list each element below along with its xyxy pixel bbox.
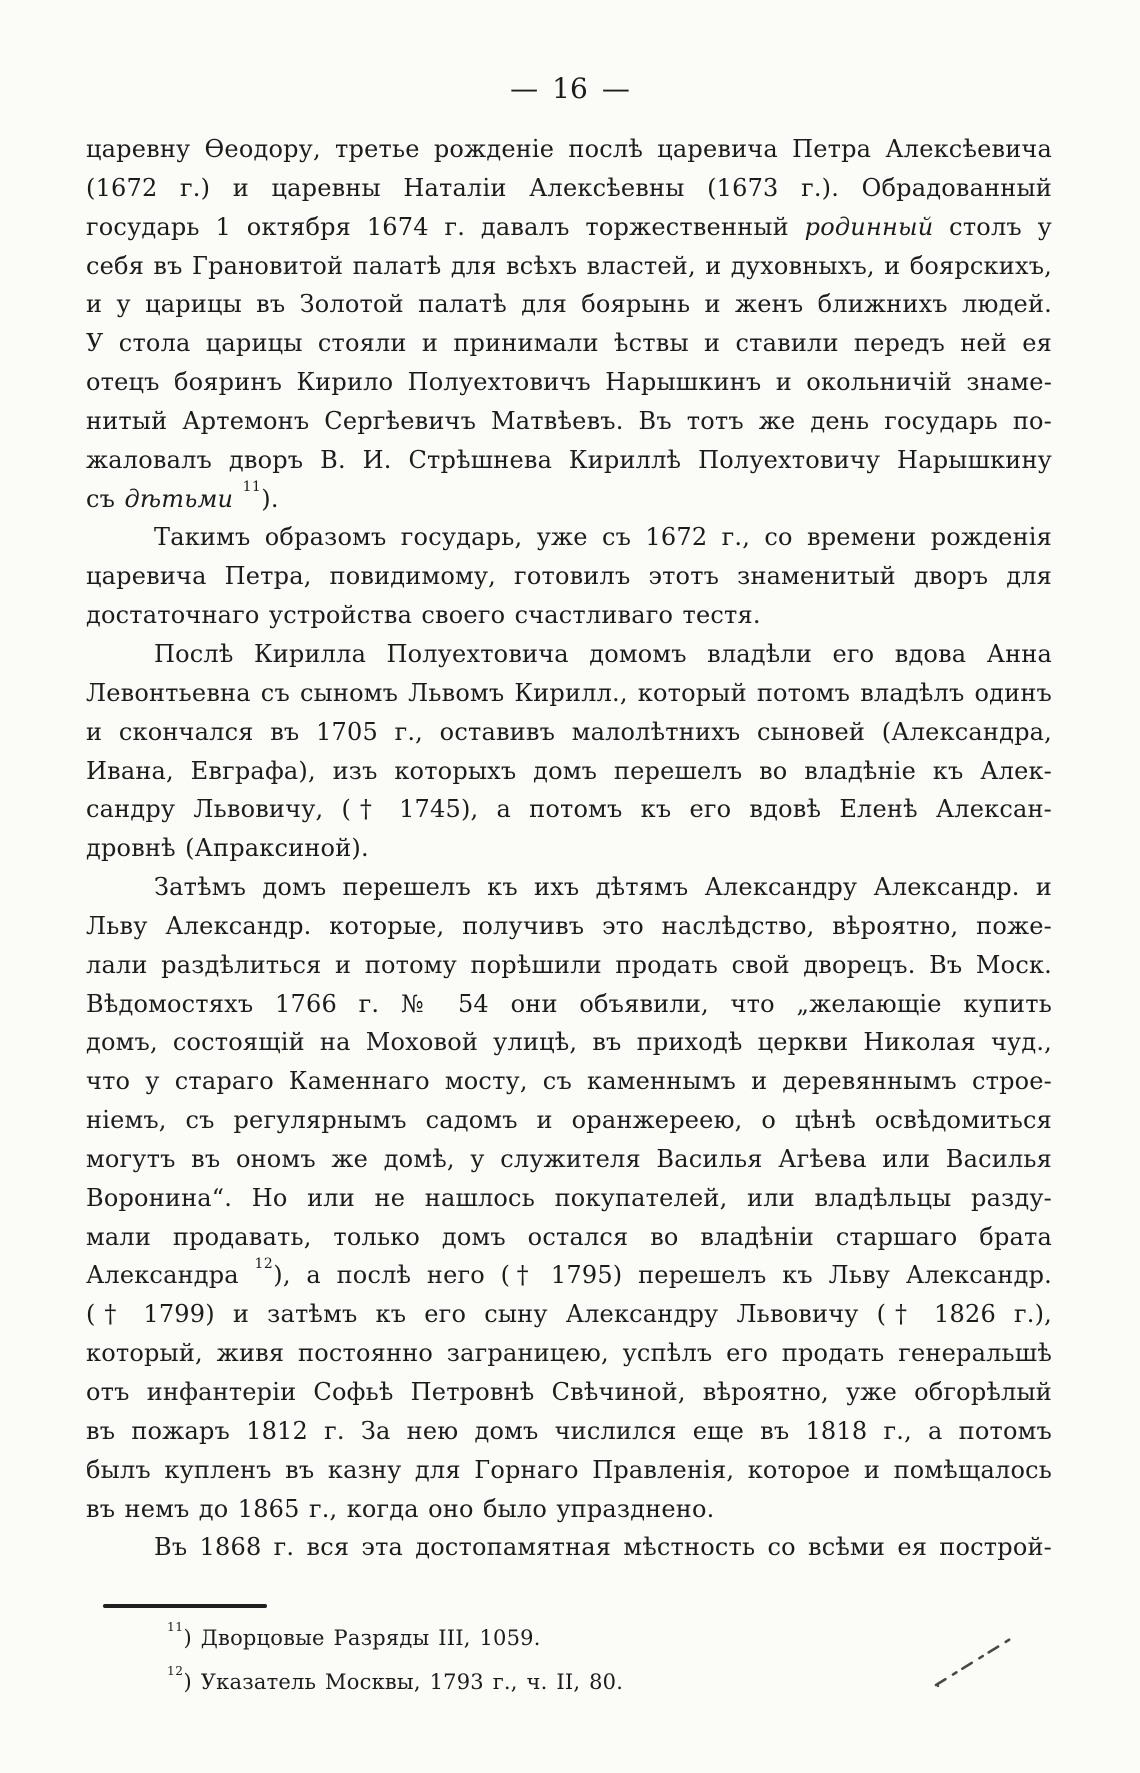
text-line bbox=[86, 907, 1052, 946]
text-segment: и у царицы въ Золотой палатѣ для боярынь и женъ ближнихъ людей. bbox=[86, 290, 1052, 319]
text-line bbox=[86, 790, 1052, 829]
text-line bbox=[86, 1179, 1052, 1218]
text-segment: домъ, состоящій на Моховой улицѣ, въ приходѣ церкви Николая чуд., bbox=[86, 1028, 1052, 1057]
text-segment: мали продавать, только домъ остался во владѣніи старшаго брата bbox=[86, 1222, 1052, 1251]
text-line bbox=[86, 1256, 1052, 1295]
text-line bbox=[86, 557, 1052, 596]
text-line bbox=[86, 130, 1052, 169]
text-segment: († 1799) и затѣмъ къ его сыну Александру Львовичу († 1826 г.), bbox=[86, 1300, 1052, 1329]
text-segment: Левонтьевна съ сыномъ Львомъ Кирилл., который потомъ владѣлъ одинъ bbox=[86, 678, 1052, 707]
footnote-marker: 11 bbox=[167, 1619, 184, 1634]
text-segment: ), а послѣ него († 1795) перешелъ къ Льву Александр. bbox=[273, 1261, 1052, 1290]
text-line bbox=[86, 480, 1052, 519]
text-segment: и скончался въ 1705 г., оставивъ малолѣтнихъ сыновей (Александра, bbox=[86, 717, 1052, 746]
footnote-marker: 12 bbox=[167, 1663, 184, 1678]
text-line bbox=[86, 518, 1052, 557]
text-segment bbox=[233, 485, 242, 513]
text-line bbox=[86, 752, 1052, 791]
italic-text: дѣтьми bbox=[124, 484, 234, 513]
text-segment: Вѣдомостяхъ 1766 г. № 54 они объявили, что „желающіе купить bbox=[86, 989, 1052, 1018]
text-segment: жаловалъ дворъ В. И. Стрѣшнева Кириллѣ Полуехтовичу Нарышкину bbox=[86, 445, 1052, 474]
text-line bbox=[86, 208, 1052, 247]
footnote: $^{12}$) Указатель Москвы, 1793 г., ч. II, 80. bbox=[167, 1663, 624, 1694]
text-segment: лали раздѣлиться и потому порѣшили продать свой дворецъ. Въ Моск. bbox=[86, 950, 1052, 979]
header-dash-right: — bbox=[601, 72, 630, 105]
text-segment: государь 1 октября 1674 г. давалъ торжественный bbox=[86, 212, 805, 241]
text-line bbox=[86, 441, 1052, 480]
text-line bbox=[86, 596, 1052, 635]
text-segment: сандру Львовичу, († 1745), а потомъ къ его вдовѣ Еленѣ Алексан- bbox=[86, 795, 1052, 824]
text-line bbox=[86, 868, 1052, 907]
text-line bbox=[86, 1528, 1052, 1567]
text-line bbox=[86, 324, 1052, 363]
text-segment: въ пожаръ 1812 г. За нею домъ числился еще въ 1818 г., а потомъ bbox=[86, 1416, 1052, 1445]
footnotes bbox=[167, 1619, 624, 1711]
text-segment: отецъ бояринъ Кирило Полуехтовичъ Нарышкинъ и окольничій знаме- bbox=[86, 368, 1052, 397]
text-line bbox=[86, 1295, 1052, 1334]
italic-text: родинный bbox=[804, 212, 934, 241]
text-segment: ). bbox=[261, 484, 279, 513]
text-segment: Такимъ образомъ государь, уже съ 1672 г., со времени рожденія bbox=[154, 523, 1052, 552]
text-line bbox=[86, 829, 1052, 868]
text-line bbox=[86, 1334, 1052, 1373]
text-segment: нитый Артемонъ Сергѣевичъ Матвѣевъ. Въ тотъ же день государь по- bbox=[86, 406, 1052, 435]
text-segment: У стола царицы стояли и принимали ѣствы и ставили передъ ней ея bbox=[86, 329, 1052, 358]
text-segment: Воронина“. Но или не нашлось покупателей, или владѣльцы разду- bbox=[86, 1183, 1052, 1212]
text-segment: царевича Петра, повидимому, готовилъ этотъ знаменитый дворъ для bbox=[86, 562, 1052, 591]
text-segment: былъ купленъ въ казну для Горнаго Правленія, которое и помѣщалось bbox=[86, 1455, 1052, 1484]
text-line bbox=[86, 713, 1052, 752]
text-segment: Александра bbox=[86, 1261, 255, 1290]
text-line bbox=[86, 946, 1052, 985]
text-segment: который, живя постоянно заграницею, успѣлъ его продать генеральшѣ bbox=[86, 1339, 1052, 1368]
text-segment: Въ 1868 г. вся эта достопамятная мѣстность со всѣми ея построй- bbox=[154, 1533, 1052, 1562]
text-segment: столъ у bbox=[933, 212, 1052, 241]
footnote: $^{11}$) Дворцовые Разряды III, 1059. bbox=[167, 1619, 541, 1650]
text-line bbox=[86, 285, 1052, 324]
text-segment: себя въ Грановитой палатѣ для всѣхъ властей, и духовныхъ, и боярскихъ, bbox=[86, 251, 1052, 280]
text-segment: Ивана, Евграфа), изъ которыхъ домъ перешелъ во владѣніе къ Алек- bbox=[86, 756, 1052, 785]
text-line bbox=[86, 1101, 1052, 1140]
text-line bbox=[86, 674, 1052, 713]
text-segment: достаточнаго устройства своего счастливаго тестя. bbox=[86, 601, 761, 630]
text-segment: что у стараго Каменнаго мосту, съ каменнымъ и деревяннымъ строе- bbox=[86, 1067, 1052, 1096]
body-text bbox=[86, 130, 1052, 1567]
text-line bbox=[86, 1062, 1052, 1101]
text-segment: Послѣ Кирилла Полуехтовича домомъ владѣли его вдова Анна bbox=[154, 639, 1052, 668]
footnote-marker: 12 bbox=[254, 1256, 274, 1272]
page-number: 16 bbox=[552, 72, 588, 105]
text-line bbox=[86, 169, 1052, 208]
text-segment: дровнѣ (Апраксиной). bbox=[86, 834, 369, 863]
text-line bbox=[86, 1218, 1052, 1257]
text-line bbox=[86, 1490, 1052, 1529]
text-segment: Затѣмъ домъ перешелъ къ ихъ дѣтямъ Александру Александр. и bbox=[154, 873, 1052, 902]
text-segment: съ bbox=[86, 484, 125, 513]
text-segment: царевну Ѳеодору, третье рожденіе послѣ царевича Петра Алексѣевича bbox=[86, 135, 1052, 163]
text-line bbox=[86, 1373, 1052, 1412]
text-line bbox=[86, 1023, 1052, 1062]
text-line bbox=[86, 1412, 1052, 1451]
footnote-marker: 11 bbox=[242, 479, 262, 495]
text-line bbox=[86, 1140, 1052, 1179]
ink-scratch-svg bbox=[928, 1630, 1020, 1692]
header-dash-left: — bbox=[510, 72, 539, 105]
text-line bbox=[86, 1451, 1052, 1490]
text-line bbox=[86, 363, 1052, 402]
text-segment: (1672 г.) и царевны Наталіи Алексѣевны (1673 г.). Обрадованный bbox=[86, 173, 1052, 202]
text-line bbox=[86, 635, 1052, 674]
text-line bbox=[86, 247, 1052, 286]
text-segment: отъ инфантеріи Софьѣ Петровнѣ Свѣчиной, вѣроятно, уже обгорѣлый bbox=[86, 1378, 1052, 1406]
text-line bbox=[86, 402, 1052, 441]
text-segment: Льву Александр. которые, получивъ это наслѣдство, вѣроятно, поже- bbox=[86, 911, 1052, 940]
text-segment: ніемъ, съ регулярнымъ садомъ и оранжереею, о цѣнѣ освѣдомиться bbox=[86, 1106, 1052, 1135]
text-segment: могутъ въ ономъ же домѣ, у служителя Василья Агѣева или Василья bbox=[86, 1144, 1052, 1173]
footnote-rule bbox=[103, 1604, 267, 1608]
text-segment: въ немъ до 1865 г., когда оно было упразднено. bbox=[86, 1494, 715, 1523]
page-header bbox=[0, 72, 1140, 105]
ink-scratch-mark bbox=[928, 1630, 1020, 1692]
text-line bbox=[86, 985, 1052, 1024]
